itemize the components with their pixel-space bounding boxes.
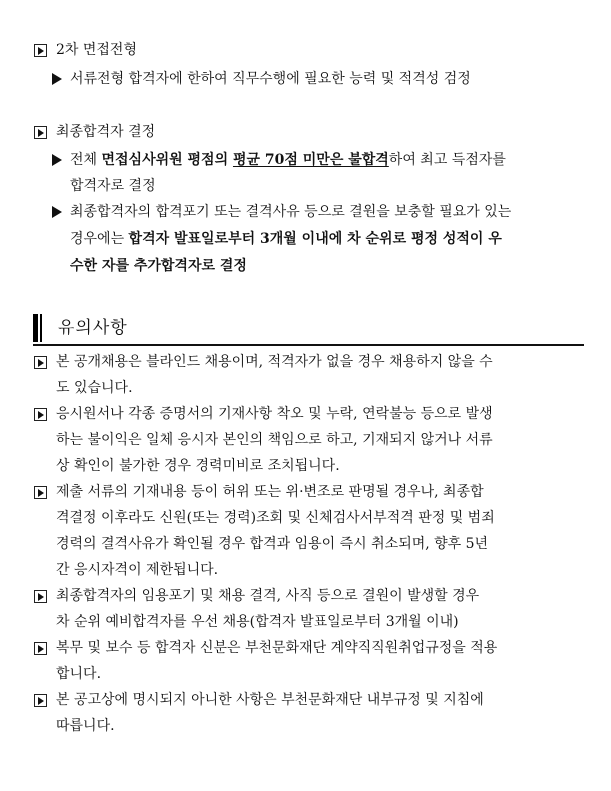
final-item2-line2: 경우에는 합격자 발표일로부터 3개월 이내에 차 순위로 평정 성적이 우 [70, 231, 502, 247]
arrow-box-bullet [34, 694, 47, 707]
arrow-box-bullet [34, 356, 47, 369]
note1-line2: 도 있습니다. [56, 380, 133, 396]
final-item2-line1: 최종합격자의 합격포기 또는 결격사유 등으로 결원을 보충할 필요가 있는 [70, 204, 512, 220]
notes-title-text: 유의사항 [40, 314, 128, 342]
note1-line1: 본 공개채용은 블라인드 채용이며, 적격자가 없을 경우 채용하지 않을 수 [56, 354, 493, 370]
note5-line2: 합니다. [56, 666, 102, 682]
triangle-bullet [52, 154, 62, 166]
note2-line1: 응시원서나 각종 증명서의 기재사항 착오 및 누락, 연락불능 등으로 발생 [56, 406, 493, 422]
arrow-box-bullet [34, 590, 47, 603]
arrow-box-bullet [34, 486, 47, 499]
final-item1-line1: 전체 면접심사위원 평점의 평균 70점 미만은 불합격하여 최고 득점자를 [70, 152, 506, 168]
note5-line1: 복무 및 보수 등 합격자 신분은 부천문화재단 계약직직원취업규정을 적용 [56, 640, 498, 656]
note4-line2: 차 순위 예비합격자를 우선 채용(합격자 발표일로부터 3개월 이내) [56, 614, 459, 630]
arrow-box-bullet [34, 642, 47, 655]
note3-line3: 경력의 결격사유가 확인될 경우 합격과 임용이 즉시 취소되며, 향후 5년 [56, 536, 489, 552]
arrow-box-bullet [34, 126, 47, 139]
note4-line1: 최종합격자의 임용포기 및 채용 결격, 사직 등으로 결원이 발생할 경우 [56, 588, 480, 604]
triangle-bullet [52, 206, 62, 218]
note6-line2: 따릅니다. [56, 718, 115, 734]
notes-section-title [33, 314, 128, 342]
final-item2-line3: 수한 자를 추가합격자로 결정 [70, 258, 247, 274]
note2-line3: 상 확인이 불가한 경우 경력미비로 조치됩니다. [56, 458, 340, 474]
note3-line2: 격결정 이후라도 신원(또는 경력)조회 및 신체검사서부적격 판정 및 범죄 [56, 510, 495, 526]
note3-line4: 간 응시자격이 제한됩니다. [56, 562, 219, 578]
final-item1-line2: 합격자로 결정 [70, 178, 156, 194]
triangle-bullet [52, 73, 62, 85]
note2-line2: 하는 불이익은 일체 응시자 본인의 책임으로 하고, 기재되지 않거나 서류 [56, 432, 493, 448]
interview-heading: 2차 면접전형 [56, 42, 137, 58]
note6-line1: 본 공고상에 명시되지 아니한 사항은 부천문화재단 내부규정 및 지침에 [56, 692, 484, 708]
arrow-box-bullet [34, 408, 47, 421]
section-divider [33, 344, 584, 346]
final-heading: 최종합격자 결정 [56, 124, 156, 140]
interview-item: 서류전형 합격자에 한하여 직무수행에 필요한 능력 및 적격성 검정 [70, 71, 471, 87]
note3-line1: 제출 서류의 기재내용 등이 허위 또는 위·변조로 판명될 경우나, 최종합 [56, 484, 484, 500]
arrow-box-bullet [34, 44, 47, 57]
